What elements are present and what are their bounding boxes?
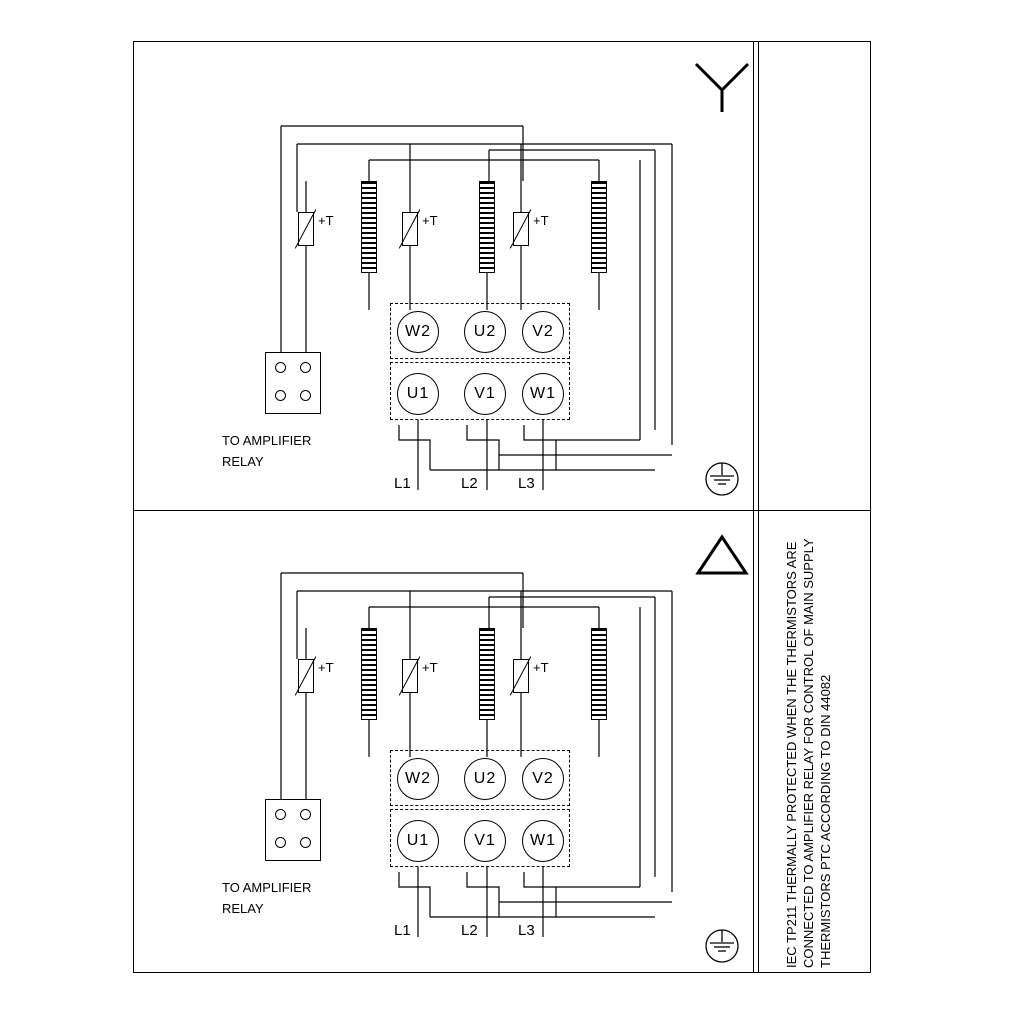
terminal-U1-delta: U1 xyxy=(397,820,439,862)
thermistor-3-label: +T xyxy=(533,213,549,228)
supply-label-L1: L1 xyxy=(394,475,411,492)
terminal-W2-delta: W2 xyxy=(397,758,439,800)
connector-dot-5 xyxy=(275,809,286,820)
supply-label-L2-delta: L2 xyxy=(461,922,478,939)
terminal-V1-delta: V1 xyxy=(464,820,506,862)
terminal-V2-delta: V2 xyxy=(522,758,564,800)
note-line-3: THERMISTORS PTC ACCORDING TO DIN 44082 xyxy=(818,674,833,968)
thermistor-1-label: +T xyxy=(318,213,334,228)
note-line-1: IEC TP211 THERMALLY PROTECTED WHEN THE THERMISTORS ARE xyxy=(784,541,799,968)
terminal-U2: U2 xyxy=(464,311,506,353)
terminal-W1-delta: W1 xyxy=(522,820,564,862)
terminal-U2-delta: U2 xyxy=(464,758,506,800)
amplifier-label-line-1: TO AMPLIFIER xyxy=(222,433,312,448)
terminal-W2: W2 xyxy=(397,311,439,353)
amplifier-label-line-2: RELAY xyxy=(222,454,264,469)
terminal-U1: U1 xyxy=(397,373,439,415)
connector-dot-8 xyxy=(300,837,311,848)
thermistor-5-label: +T xyxy=(422,660,438,675)
connector-dot-7 xyxy=(275,837,286,848)
amplifier-label-delta-line-2: RELAY xyxy=(222,901,264,916)
connector-dot-6 xyxy=(300,809,311,820)
supply-label-L2: L2 xyxy=(461,475,478,492)
terminal-V2: V2 xyxy=(522,311,564,353)
supply-label-L3: L3 xyxy=(518,475,535,492)
note-line-2: CONNECTED TO AMPLIFIER RELAY FOR CONTROL OF MAIN SUPPLY xyxy=(801,538,816,968)
supply-label-L3-delta: L3 xyxy=(518,922,535,939)
terminal-W1: W1 xyxy=(522,373,564,415)
thermistor-4-label: +T xyxy=(318,660,334,675)
amplifier-connector-block-delta xyxy=(265,799,321,861)
thermistor-2-label: +T xyxy=(422,213,438,228)
thermistor-6-label: +T xyxy=(533,660,549,675)
supply-label-L1-delta: L1 xyxy=(394,922,411,939)
amplifier-label-delta-line-1: TO AMPLIFIER xyxy=(222,880,312,895)
terminal-V1: V1 xyxy=(464,373,506,415)
